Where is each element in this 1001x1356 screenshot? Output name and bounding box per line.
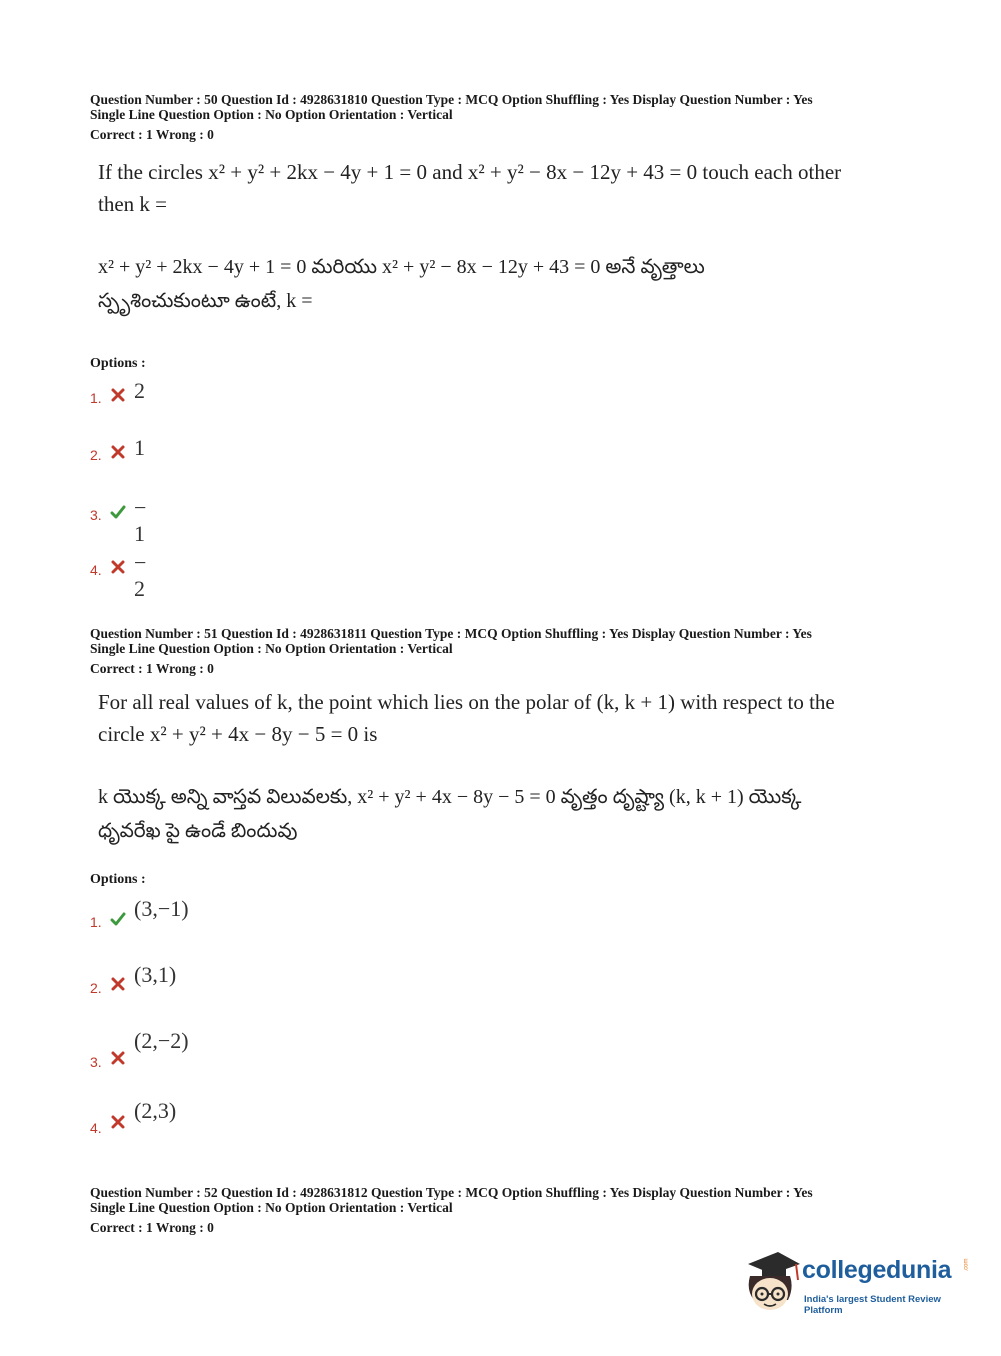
question-meta-line3: Correct : 1 Wrong : 0	[90, 127, 214, 142]
question-52	[90, 1185, 950, 1235]
option-value: 2	[134, 378, 145, 403]
option-value: (3,−1)	[134, 896, 189, 921]
wrong-icon	[110, 387, 126, 403]
wrong-icon	[110, 1050, 126, 1066]
option-number: 2.	[90, 447, 102, 463]
question-stem-telugu-line2: స్పృశించుకుంటూ ఉంటే, k =	[98, 290, 313, 312]
option-number: 3.	[90, 507, 102, 523]
wrong-icon	[110, 1114, 126, 1130]
option-value: (2,−2)	[134, 1028, 189, 1053]
question-meta-line3: Correct : 1 Wrong : 0	[90, 1220, 214, 1235]
option-number: 1.	[90, 390, 102, 406]
question-stem-english-line2: then k =	[98, 192, 167, 216]
wrong-icon	[110, 559, 126, 575]
wrong-icon	[110, 976, 126, 992]
question-meta-line1: Question Number : 51 Question Id : 4928631811 Question Type : MCQ Option Shuffling : Yes Display Question Number : Yes	[90, 626, 812, 641]
question-meta-line2: Single Line Question Option : No Option Orientation : Vertical	[90, 107, 453, 122]
question-stem-english-line1: For all real values of k, the point which lies on the polar of (k, k + 1) with respect to the	[98, 690, 835, 714]
option-value: − 1	[134, 495, 147, 546]
option-value: (3,1)	[134, 962, 177, 987]
logo-wordmark: collegedunia	[802, 1256, 952, 1284]
option-number: 1.	[90, 914, 102, 930]
correct-icon	[110, 911, 126, 927]
question-meta-line2: Single Line Question Option : No Option Orientation : Vertical	[90, 641, 453, 656]
wrong-icon	[110, 444, 126, 460]
options-label: Options :	[90, 872, 146, 887]
question-stem-telugu-line1: x² + y² + 2kx − 4y + 1 = 0 మరియు x² + y² − 8x − 12y + 43 = 0 అనే వృత్తాలు	[98, 256, 705, 278]
question-meta-line1: Question Number : 50 Question Id : 4928631810 Question Type : MCQ Option Shuffling : Yes Display Question Number : Yes	[90, 92, 813, 107]
question-stem-english-line1: If the circles x² + y² + 2kx − 4y + 1 = 0 and x² + y² − 8x − 12y + 43 = 0 touch each other	[98, 160, 842, 184]
collegedunia-logo	[742, 1250, 972, 1316]
mascot-icon	[742, 1250, 802, 1316]
option-number: 4.	[90, 1120, 102, 1136]
option-number: 2.	[90, 980, 102, 996]
option-value: 1	[134, 435, 145, 460]
options-label: Options :	[90, 356, 146, 371]
option-value: − 2	[134, 550, 147, 601]
question-50	[90, 92, 950, 318]
option-number: 4.	[90, 562, 102, 578]
question-meta-line2: Single Line Question Option : No Option Orientation : Vertical	[90, 1200, 453, 1215]
question-stem-english-line2: circle x² + y² + 4x − 8y − 5 = 0 is	[98, 722, 378, 746]
logo-tagline: India's largest Student Review Platform	[804, 1294, 941, 1316]
question-meta-line3: Correct : 1 Wrong : 0	[90, 661, 214, 676]
question-stem-telugu-line1: k యొక్క అన్ని వాస్తవ విలువలకు, x² + y² + 4x − 8y − 5 = 0 వృత్తం దృష్ట్యా (k, k + 1) యొక్క	[98, 786, 802, 808]
question-51	[90, 626, 950, 848]
question-stem-telugu-line2: ధృవరేఖ పై ఉండే బిందువు	[98, 820, 298, 842]
logo-domain-suffix: .com	[963, 1258, 970, 1272]
question-meta-line1: Question Number : 52 Question Id : 4928631812 Question Type : MCQ Option Shuffling : Yes Display Question Number : Yes	[90, 1185, 813, 1200]
option-number: 3.	[90, 1054, 102, 1070]
option-value: (2,3)	[134, 1098, 177, 1123]
correct-icon	[110, 504, 126, 520]
